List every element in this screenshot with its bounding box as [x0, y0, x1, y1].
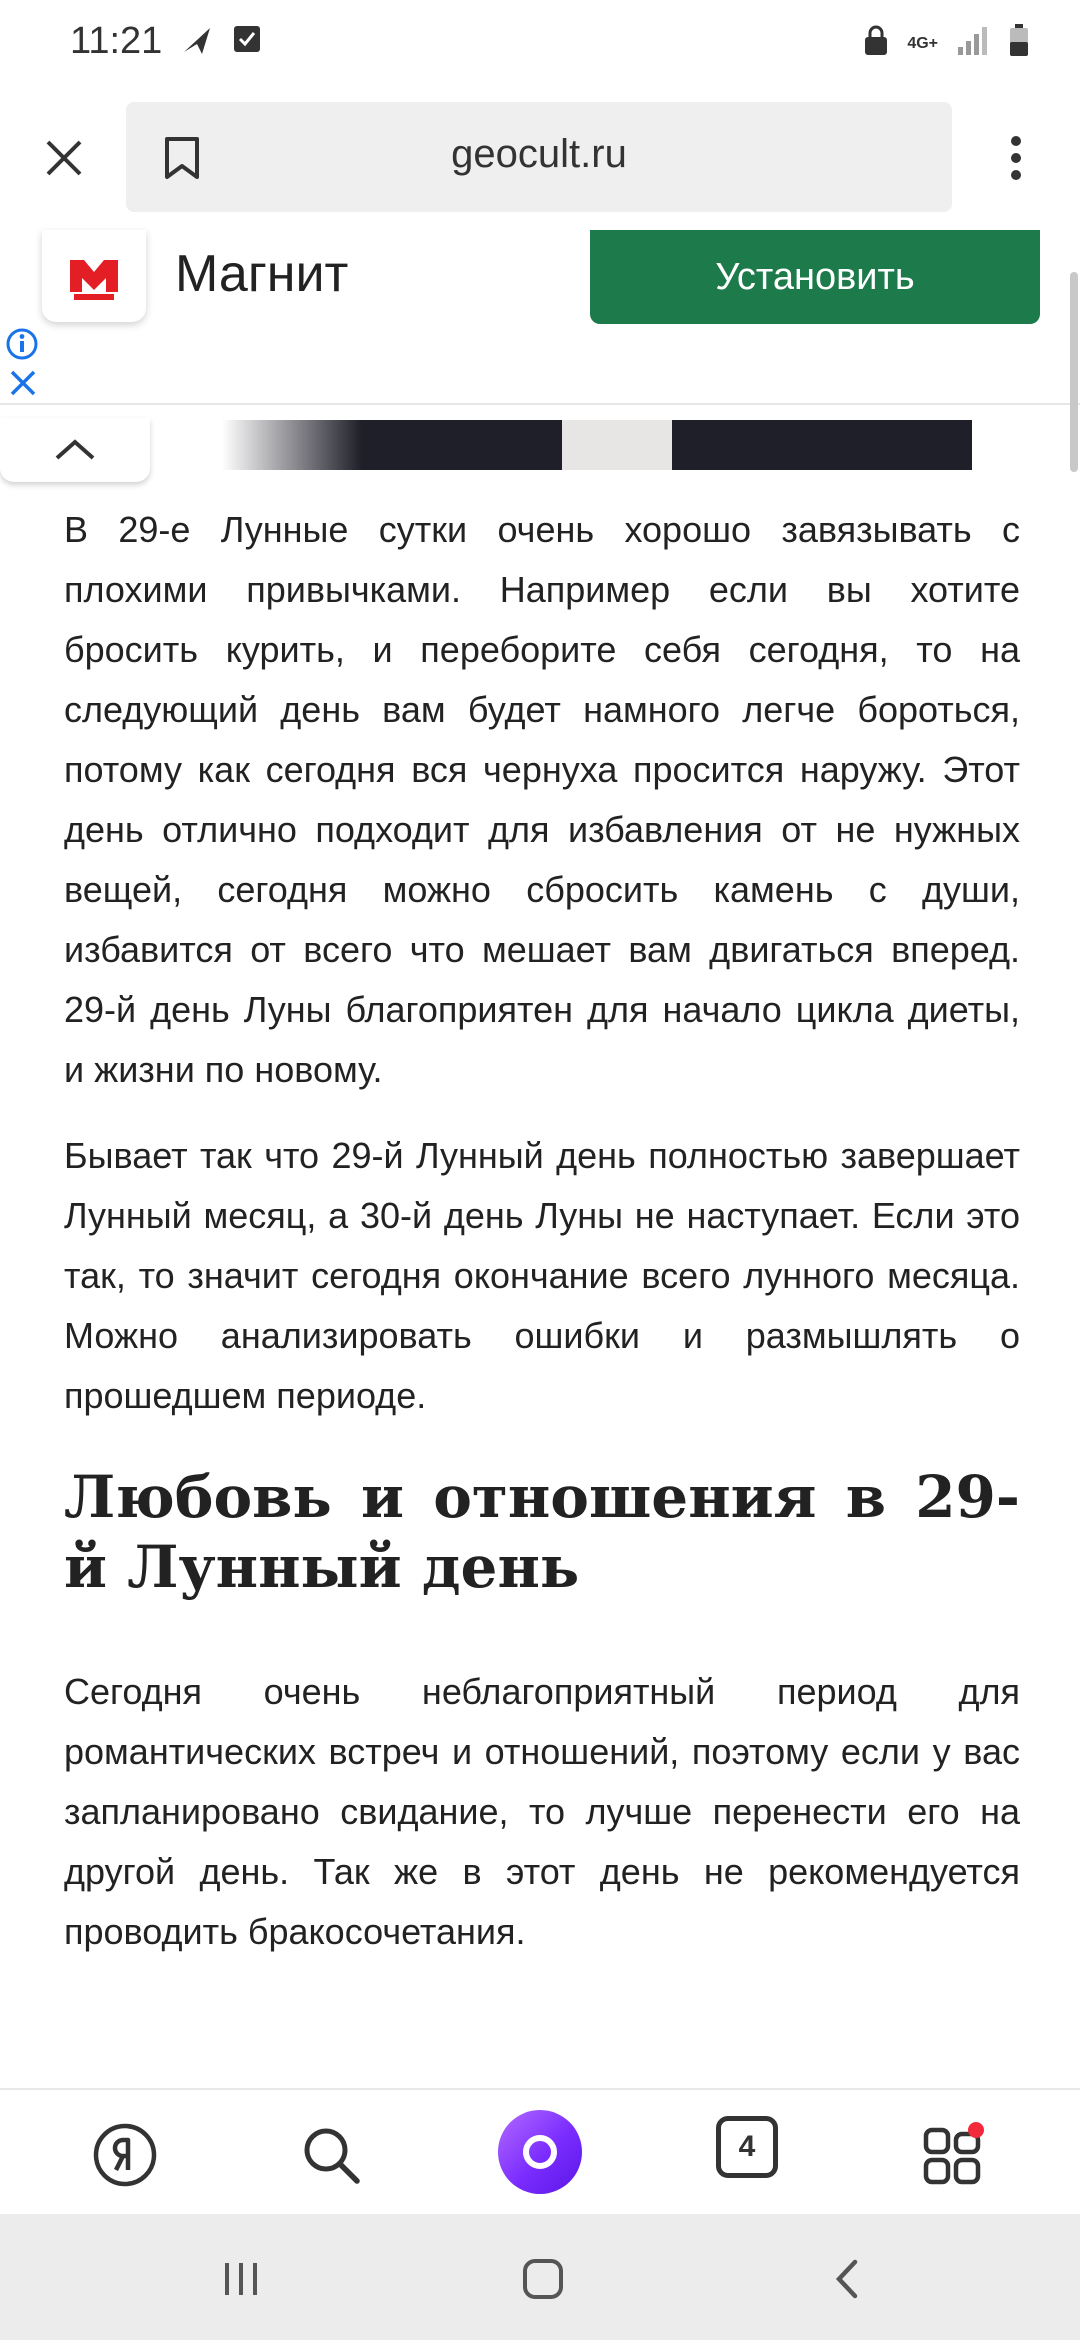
ad-banner[interactable]	[0, 230, 1080, 405]
magnit-logo-icon	[64, 248, 124, 304]
article-paragraph: В 29-е Лунные сутки очень хорошо завязывать с плохими привычками. Например если вы хотите бросить курить, и переборите себя сегодня, то на следующий день вам будет намного легче бороться, потому как сегодня вся чернуха просится наружу. Этот день отлично подходит для избавления от не нужных вещей, сегодня можно сбросить камень с души, избавится от всего что мешает вам двигаться вперед. 29-й день Луны благоприятен для начало цикла диеты, и жизни по новому.	[64, 509, 1020, 1090]
battery-icon	[1008, 24, 1030, 63]
yandex-logo-icon	[92, 2122, 158, 2188]
ad-close-button[interactable]	[6, 366, 40, 400]
status-notification-icons	[180, 24, 262, 63]
tabs-count-button[interactable]: 4	[716, 2116, 778, 2178]
apps-grid-icon	[920, 2120, 990, 2190]
status-time: 11:21	[70, 20, 163, 62]
close-icon	[6, 366, 40, 400]
address-bar[interactable]	[126, 102, 952, 212]
close-icon	[44, 138, 84, 178]
home-button[interactable]	[508, 2244, 578, 2314]
recent-apps-icon	[219, 2257, 263, 2301]
system-navigation-bar	[0, 2214, 1080, 2340]
back-chevron-icon	[827, 2256, 867, 2302]
info-icon	[4, 326, 40, 362]
alice-assistant-button[interactable]	[498, 2110, 582, 2194]
collapse-ad-button[interactable]	[0, 418, 150, 482]
article-body	[64, 500, 1020, 1988]
recent-apps-button[interactable]	[206, 2244, 276, 2314]
close-tab-button[interactable]	[32, 126, 96, 190]
section-heading: Любовь и отношения в 29-й Лунный день	[64, 1463, 1020, 1601]
article-photo-partial	[222, 420, 972, 470]
network-type-label: 4G+	[907, 34, 938, 52]
browser-bottom-nav	[0, 2088, 1080, 2214]
ad-info-button[interactable]	[4, 326, 40, 362]
home-icon	[520, 2256, 566, 2302]
services-menu-button[interactable]	[910, 2110, 1000, 2200]
search-button[interactable]	[286, 2110, 376, 2200]
checkbox-notification-icon	[232, 24, 262, 63]
back-button[interactable]	[812, 2244, 882, 2314]
ad-app-logo	[42, 230, 146, 322]
scrollbar[interactable]	[1070, 272, 1078, 472]
browser-top-bar	[0, 90, 1080, 230]
ad-title: Магнит	[175, 245, 349, 303]
navigation-arrow-icon	[180, 24, 214, 63]
chevron-up-icon	[53, 438, 97, 462]
article-paragraph: Сегодня очень неблагоприятный период для романтических встреч и отношений, поэтому если у вас запланировано свидание, то лучше перенести его на другой день. Так же в этот день не рекомендуется проводить бракосочетания.	[64, 1671, 1020, 1952]
search-icon	[300, 2124, 362, 2186]
article-paragraph: Бывает так что 29-й Лунный день полностью завершает Лунный месяц, а 30-й день Луны не наступает. Если это так, то значит сегодня окончание всего лунного месяца. Можно анализировать ошибки и размышлять о прошедшем периоде.	[64, 1135, 1020, 1416]
recycle-lock-icon	[863, 25, 889, 62]
ad-install-button[interactable]: Установить	[590, 230, 1040, 324]
status-bar	[0, 0, 1080, 90]
alice-icon	[518, 2130, 562, 2174]
signal-icon	[956, 25, 990, 62]
yandex-home-button[interactable]	[80, 2110, 170, 2200]
status-system-icons	[863, 24, 1030, 63]
url-text: geocult.ru	[451, 132, 627, 176]
browser-menu-button[interactable]	[990, 126, 1042, 190]
more-vertical-icon	[1010, 135, 1022, 181]
